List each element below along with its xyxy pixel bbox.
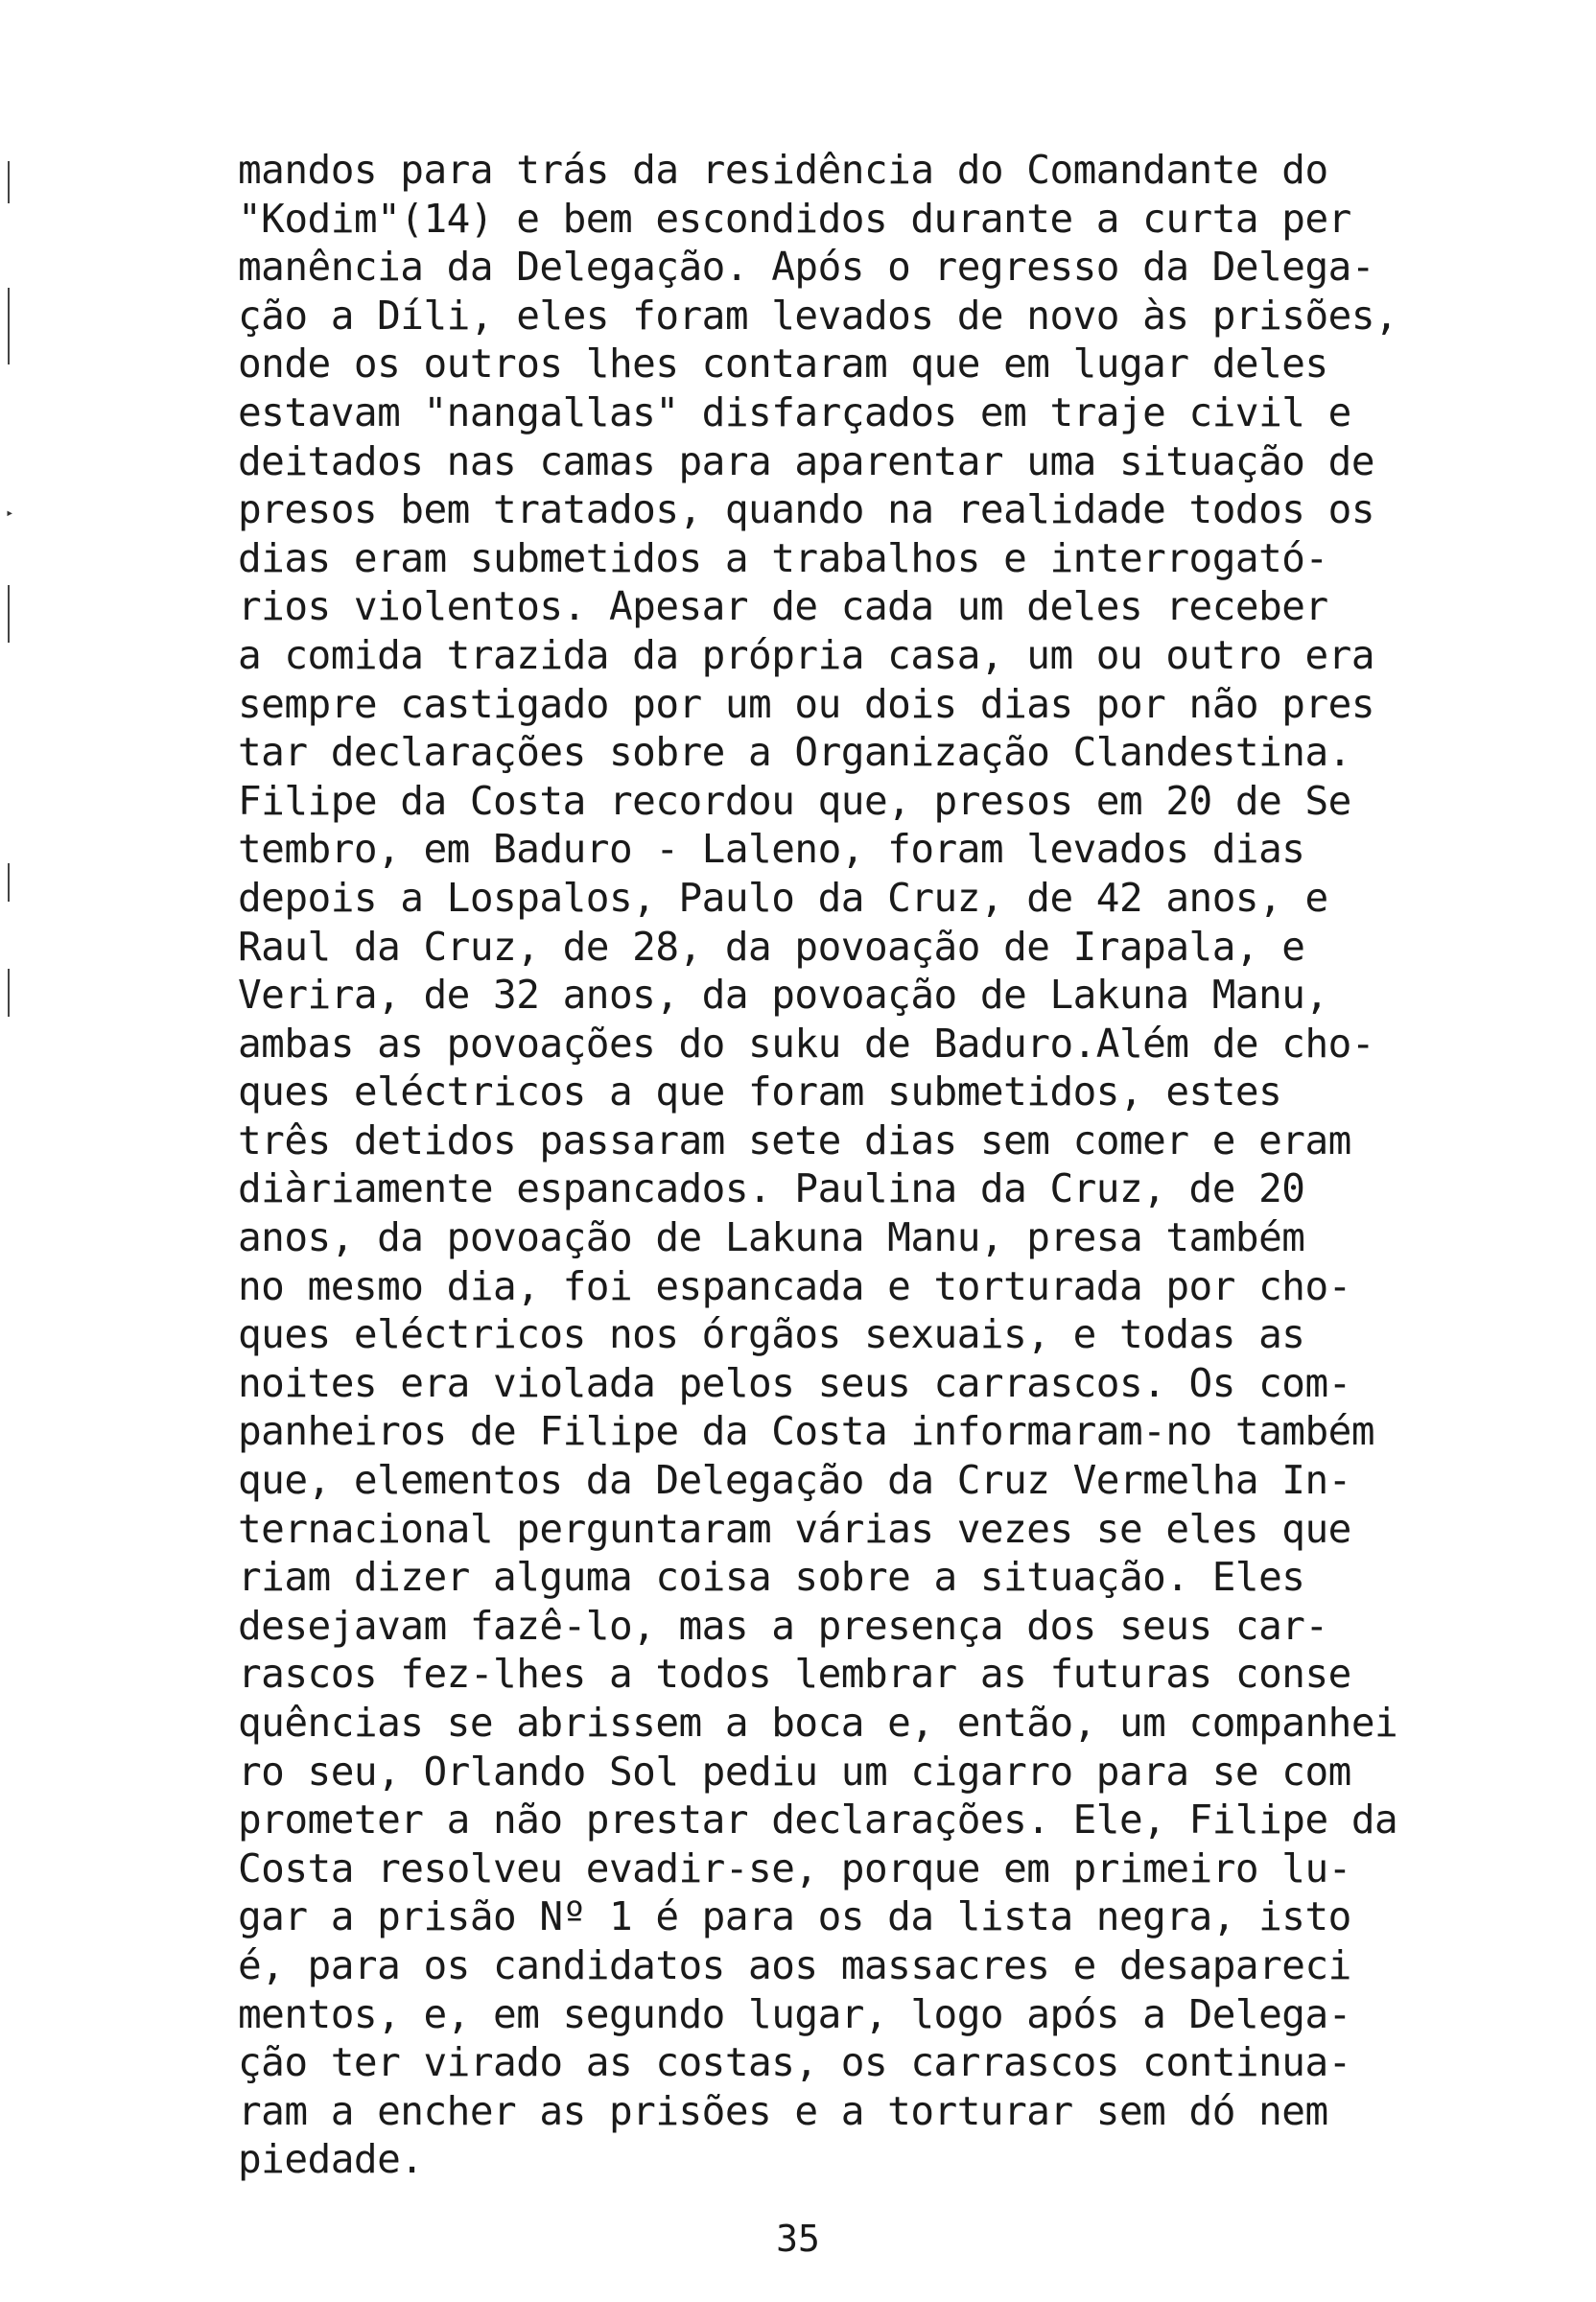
text-line: presos bem tratados, quando na realidade todos os [238,486,1375,533]
margin-scan-mark [8,585,10,643]
text-line: deitados nas camas para aparentar uma situação de [238,437,1375,484]
text-line: ambas as povoações do suku de Baduro.Além de cho- [238,1020,1375,1067]
text-line: Raul da Cruz, de 28, da povoação de Irapala, e [238,923,1305,970]
text-line: gar a prisão Nº 1 é para os da lista negra, isto [238,1893,1351,1940]
text-line: panheiros de Filipe da Costa informaram-no também [238,1408,1375,1455]
text-line: rascos fez-lhes a todos lembrar as futuras conse [238,1651,1351,1698]
margin-scan-mark [8,969,10,1017]
margin-arrow-icon: ▸ [6,505,14,521]
text-line: ro seu, Orlando Sol pediu um cigarro para se com [238,1748,1351,1795]
text-line: ques eléctricos nos órgãos sexuais, e todas as [238,1311,1305,1358]
text-line: piedade. [238,2136,424,2183]
text-line: manência da Delegação. Após o regresso da Delega- [238,244,1375,291]
text-line: ção ter virado as costas, os carrascos continua- [238,2039,1351,2086]
text-line: sempre castigado por um ou dois dias por não pres [238,680,1375,727]
text-line: quências se abrissem a boca e, então, um companhei [238,1700,1398,1746]
text-line: Filipe da Costa recordou que, presos em 20 de Se [238,777,1351,824]
text-line: prometer a não prestar declarações. Ele, Filipe da [238,1797,1398,1844]
text-line: estavam "nangallas" disfarçados em traje civil e [238,388,1351,435]
text-line: anos, da povoação de Lakuna Manu, presa também [238,1214,1305,1261]
text-line: onde os outros lhes contaram que em lugar deles [238,341,1328,388]
text-line: ção a Díli, eles foram levados de novo às prisões, [238,292,1398,339]
margin-scan-mark [8,161,10,203]
text-line: riam dizer alguma coisa sobre a situação. Eles [238,1554,1305,1601]
margin-scan-mark [8,288,10,364]
text-line: noites era violada pelos seus carrascos. Os com- [238,1359,1351,1406]
text-line: três detidos passaram sete dias sem comer e eram [238,1116,1351,1163]
text-line: que, elementos da Delegação da Cruz Vermelha In- [238,1457,1351,1504]
text-line: diàriamente espancados. Paulina da Cruz, de 20 [238,1165,1305,1212]
text-line: desejavam fazê-lo, mas a presença dos seus car- [238,1602,1328,1649]
body-text [238,146,1485,2184]
text-line: mentos, e, em segundo lugar, logo após a Delega- [238,1990,1351,2037]
text-line: Costa resolveu evadir-se, porque em primeiro lu- [238,1844,1351,1891]
text-line: ram a encher as prisões e a torturar sem dó nem [238,2087,1328,2134]
text-line: a comida trazida da própria casa, um ou outro era [238,631,1375,678]
text-line: ques eléctricos a que foram submetidos, estes [238,1069,1282,1116]
text-line: rios violentos. Apesar de cada um deles receber [238,583,1328,630]
page-number: 35 [776,2218,820,2260]
text-line: tembro, em Baduro - Laleno, foram levados dias [238,826,1305,873]
text-line: no mesmo dia, foi espancada e torturada por cho- [238,1262,1351,1309]
text-line: é, para os candidatos aos massacres e desapareci [238,1941,1351,1988]
text-line: "Kodim"(14) e bem escondidos durante a curta per [238,195,1351,242]
margin-scan-mark [8,863,10,902]
text-line: tar declarações sobre a Organização Clandestina. [238,729,1351,776]
text-line: depois a Lospalos, Paulo da Cruz, de 42 anos, e [238,874,1328,921]
text-line: mandos para trás da residência do Comandante do [238,147,1328,193]
text-line: ternacional perguntaram várias vezes se eles que [238,1505,1351,1552]
text-line: Verira, de 32 anos, da povoação de Lakuna Manu, [238,972,1328,1019]
text-line: dias eram submetidos a trabalhos e interrogató- [238,534,1328,581]
